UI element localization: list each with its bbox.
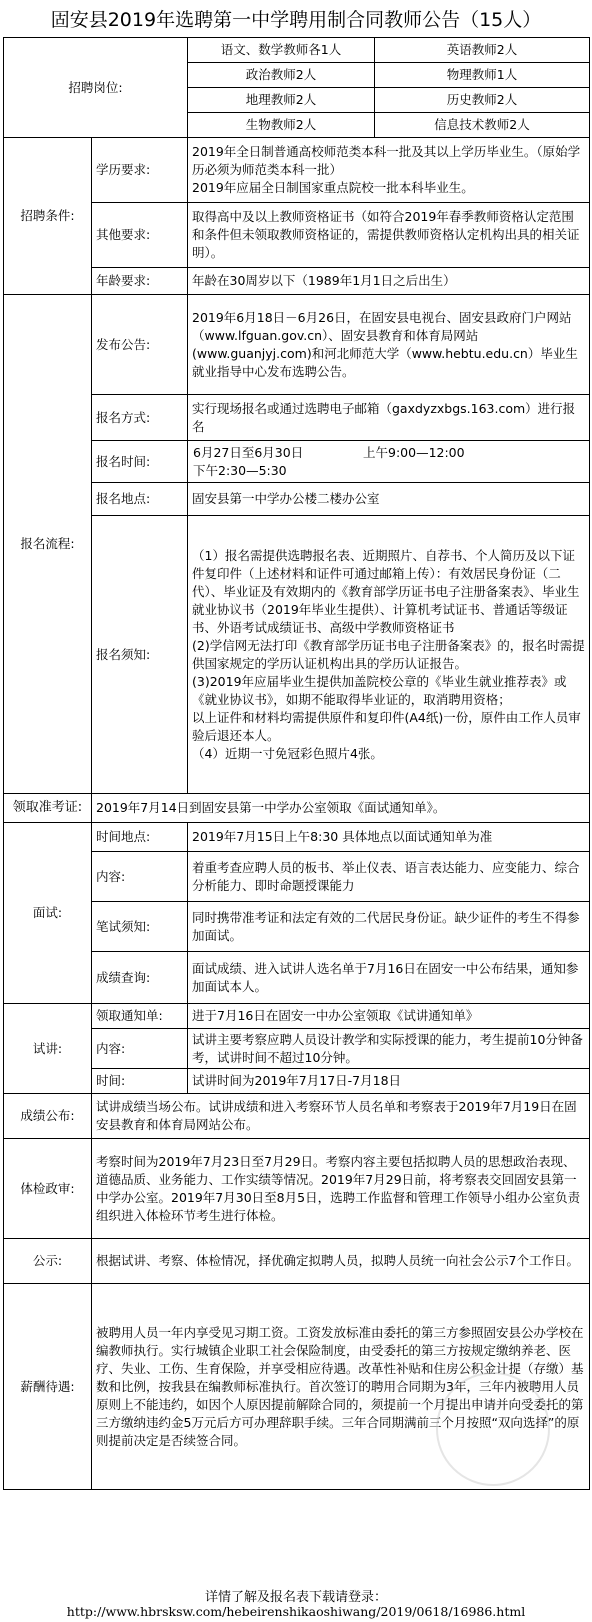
position-cell: 信息技术教师2人 (375, 113, 590, 138)
place-row (4, 483, 590, 516)
exam-text: 考察时间为2019年7月23日至7月29日。考察内容主要包括拟聘人员的思想政治表现、道德品质、业务能力、工作实绩等情况。2019年7月29日前，将考察表交回固安县第一中学办公室。2019年7月30日至8月5日，选聘工作监督和管理工作领导小组办公室负责组织进入体检环节考生进行体检。 (92, 1139, 590, 1239)
trial-notice-text: 进于7月16日在固安一中办公室领取《试讲通知单》 (188, 1004, 590, 1029)
age-text: 年龄在30周岁以下（1989年1月1日之后出生） (188, 268, 590, 295)
edu-label: 学历要求: (92, 138, 188, 203)
conditions-age-row (4, 268, 590, 295)
notice-row (4, 516, 590, 794)
trial-content-row (4, 1029, 590, 1069)
interview-written-label: 笔试须知: (92, 902, 188, 952)
trial-time-text: 试讲时间为2019年7月17日-7月18日 (188, 1069, 590, 1094)
publicity-label: 公示: (4, 1239, 92, 1284)
publicity-text: 根据试讲、考察、体检情况，择优确定拟聘人员，拟聘人员统一向社会公示7个工作日。 (92, 1239, 590, 1284)
results-label: 成绩公布: (4, 1094, 92, 1139)
age-label: 年龄要求: (92, 268, 188, 295)
page-title: 固安县2019年选聘第一中学聘用制合同教师公告（15人） (50, 8, 542, 31)
method-label: 报名方式: (92, 395, 188, 441)
interview-content-label: 内容: (92, 852, 188, 902)
place-text: 固安县第一中学办公楼二楼办公室 (188, 483, 590, 516)
place-label: 报名地点: (92, 483, 188, 516)
interview-written-row (4, 902, 590, 952)
results-row (4, 1094, 590, 1139)
time-dates: 6月27日至6月30日 (193, 444, 304, 460)
trial-notice-label: 领取通知单: (92, 1004, 188, 1029)
conditions-edu-row (4, 138, 590, 203)
trial-time-label: 时间: (92, 1069, 188, 1094)
notice-label: 报名须知: (92, 516, 188, 794)
exam-label: 体检政审: (4, 1139, 92, 1239)
interview-result-label: 成绩查询: (92, 952, 188, 1004)
faint-seal-watermark (436, 1372, 550, 1486)
position-cell: 物理教师1人 (375, 63, 590, 88)
publish-row (4, 295, 590, 395)
salary-label: 薪酬待遇: (4, 1284, 92, 1490)
footer-line1: 详情了解及报名表下载请登录： (204, 1590, 387, 1605)
ticket-label: 领取准考证: (4, 794, 92, 823)
interview-written-text: 同时携带准考证和法定有效的二代居民身份证。缺少证件的考生不得参加面试。 (188, 902, 590, 952)
time-cell (188, 441, 590, 483)
positions-row (4, 38, 590, 63)
time-pm: 下午2:30—5:30 (193, 462, 287, 478)
results-text: 试讲成绩当场公布。试讲成绩和进入考察环节人员名单和考察表于2019年7月19日在固安县教育和体育局网站公布。 (92, 1094, 590, 1139)
time-row (4, 441, 590, 483)
position-cell: 政治教师2人 (188, 63, 375, 88)
publish-text: 2019年6月18日－6月26日，在固安县电视台、固安县政府门户网站（www.lfguan.gov.cn）、固安县教育和体育局网站(www.guanjyj.com)和河北师范大学（www.hebtu.edu.cn）毕业生就业指导中心发布选聘公告。 (188, 295, 590, 395)
ticket-row (4, 794, 590, 823)
publicity-row (4, 1239, 590, 1284)
position-cell: 生物教师2人 (188, 113, 375, 138)
trial-content-text: 试讲主要考察应聘人员设计教学和实际授课的能力，考生提前10分钟备考，试讲时间不超过10分钟。 (188, 1029, 590, 1069)
notice-text: （1）报名需提供选聘报名表、近期照片、自荐书、个人简历及以下证件复印件（上述材料和证件可通过邮箱上传）：有效居民身份证（二代）、毕业证及有效期内的《教育部学历证书电子注册备案表》、毕业生就业协议书（2019年毕业生提供）、计算机考试证书、普通话等级证书、外语考试成绩证书、高级中学教师资格证书 (2)学信网无法打印《教育部学历证书电子注册备案表》的，报名时需提供国家规定的学历认证机构出具的学历认证报告。 (3)2019年应届毕业生提供加盖院校公章的《毕业生就业推荐表》或《就业协议书》，如期不能取得毕业证的，取消聘用资格； 以上证件和材料均需提供原件和复印件(A4纸)一份，原件由工作人员审验后退还本人。 （4）近期一寸免冠彩色照片4张。 (188, 516, 590, 794)
salary-text: 被聘用人员一年内享受见习期工资。工资发放标准由委托的第三方参照固安县公办学校在编教师执行。实行城镇企业职工社会保险制度，由受委托的第三方按规定缴纳养老、医疗、失业、工伤、生育保险，并享受相应待遇。改革性补贴和住房公积金计提（存缴）基数和比例，按我县在编教师标准执行。首次签订的聘用合同期为3年，三年内被聘用人员原则上不能违约，如因个人原因提前解除合同的，须提前一个月提出申请并向受委托的第三方缴纳违约金5万元后方可办理辞职手续。三年合同期满前三个月按照“双向选择”的原则提前决定是否续签合同。 (92, 1284, 590, 1490)
interview-result-text: 面试成绩、进入试讲人选名单于7月16日在固安一中公布结果，通知参加面试本人。 (188, 952, 590, 1004)
interview-time-text: 2019年7月15日上午8:30 具体地点以面试通知单为准 (188, 823, 590, 852)
interview-content-text: 着重考查应聘人员的板书、举止仪表、语言表达能力、应变能力、综合分析能力、即时命题授课能力 (188, 852, 590, 902)
method-text: 实行现场报名或通过选聘电子邮箱（gaxdyzxbgs.163.com）进行报名 (188, 395, 590, 441)
position-cell: 英语教师2人 (375, 38, 590, 63)
position-cell: 历史教师2人 (375, 88, 590, 113)
trial-label: 试讲: (4, 1004, 92, 1094)
ticket-text: 2019年7月14日到固安县第一中学办公室领取《面试通知单》。 (92, 794, 590, 823)
method-row (4, 395, 590, 441)
conditions-other-row (4, 203, 590, 268)
interview-time-label: 时间地点: (92, 823, 188, 852)
position-cell: 地理教师2人 (188, 88, 375, 113)
positions-label: 招聘岗位: (4, 38, 188, 138)
position-cell: 语文、数学教师各1人 (188, 38, 375, 63)
time-label: 报名时间: (92, 441, 188, 483)
announcement-table (3, 37, 590, 1490)
other-label: 其他要求: (92, 203, 188, 268)
publish-label: 发布公告: (92, 295, 188, 395)
trial-notice-row (4, 1004, 590, 1029)
interview-time-row (4, 823, 590, 852)
edu-text: 2019年全日制普通高校师范类本科一批及其以上学历毕业生。（原始学历必须为师范类本科一批） 2019年应届全日制国家重点院校一批本科毕业生。 (188, 138, 590, 203)
process-label: 报名流程: (4, 295, 92, 794)
trial-content-label: 内容: (92, 1029, 188, 1069)
interview-content-row (4, 852, 590, 902)
exam-row (4, 1139, 590, 1239)
conditions-label: 招聘条件: (4, 138, 92, 295)
other-text: 取得高中及以上教师资格证书（如符合2019年春季教师资格认定范围和条件但未领取教师资格证的，需提供教师资格认定机构出具的相关证明）。 (188, 203, 590, 268)
time-am: 上午9:00—12:00 (363, 444, 465, 460)
interview-result-row (4, 952, 590, 1004)
footer-link[interactable]: http://www.hbrsksw.com/hebeirenshikaoshiwang/2019/0618/16986.html (66, 1604, 526, 1619)
trial-time-row (4, 1069, 590, 1094)
interview-label: 面试: (4, 823, 92, 1004)
